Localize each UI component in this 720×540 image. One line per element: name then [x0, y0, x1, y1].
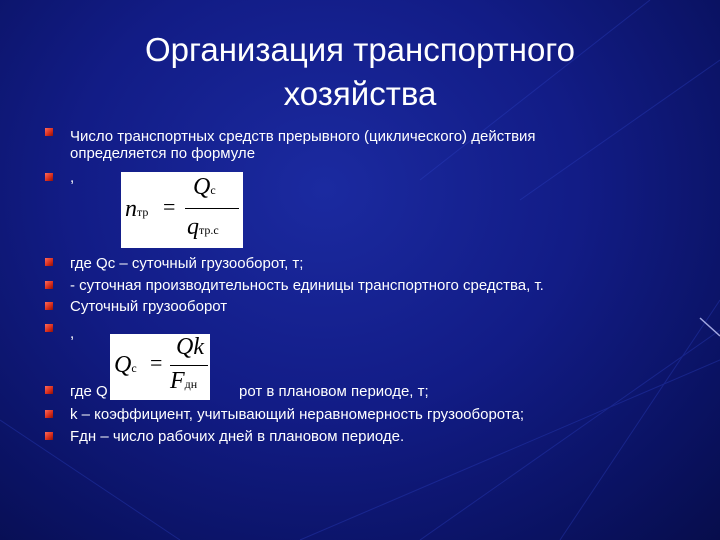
bullet-icon: [45, 258, 53, 266]
list-item-text: определяется по формуле: [70, 145, 256, 162]
bullet-icon: [45, 386, 53, 394]
bullet-icon: [45, 302, 53, 310]
slide-title: [60, 28, 660, 116]
fraction-bar: [185, 208, 239, 209]
bullet-icon: [45, 128, 53, 136]
formula-equals: =: [150, 350, 163, 375]
list-item-text: - суточная производительность единицы транспортного средства, т.: [70, 277, 544, 294]
formula-lhs: Qс: [114, 352, 137, 378]
bullet-icon: [45, 432, 53, 440]
bullet-icon: [45, 410, 53, 418]
list-item-text: где Q: [70, 383, 108, 400]
formula-denominator: Fдн: [170, 368, 198, 394]
formula-lhs: nтр: [125, 196, 149, 222]
formula-vehicle-count: [121, 172, 243, 248]
bullet-icon: [45, 324, 53, 332]
list-item-text: k – коэффициент, учитывающий неравномерность грузооборота;: [70, 406, 525, 423]
fraction-bar: [170, 365, 208, 366]
list-item-text: ,: [70, 325, 75, 342]
formula-numerator: Qk: [176, 334, 204, 360]
list-item-text: Число транспортных средств прерывного (циклического) действия: [70, 128, 536, 145]
list-item-text: где Qс – суточный грузооборот, т;: [70, 255, 304, 272]
formula-equals: =: [163, 194, 176, 219]
bullet-icon: [45, 281, 53, 289]
bullet-icon: [45, 173, 53, 181]
list-item-text: Fдн – число рабочих дней в плановом периоде.: [70, 428, 405, 445]
list-item-text-continuation: рот в плановом периоде, т;: [239, 383, 429, 400]
formula-daily-turnover: [110, 334, 210, 400]
formula-denominator: qтр.с: [187, 214, 219, 240]
slide-title-line2: хозяйства: [283, 75, 437, 112]
slide-title-line1: Организация транспортного: [145, 31, 575, 68]
list-item-text: Суточный грузооборот: [70, 298, 228, 315]
list-item-text: ,: [70, 169, 75, 186]
formula-numerator: Qс: [193, 174, 216, 200]
